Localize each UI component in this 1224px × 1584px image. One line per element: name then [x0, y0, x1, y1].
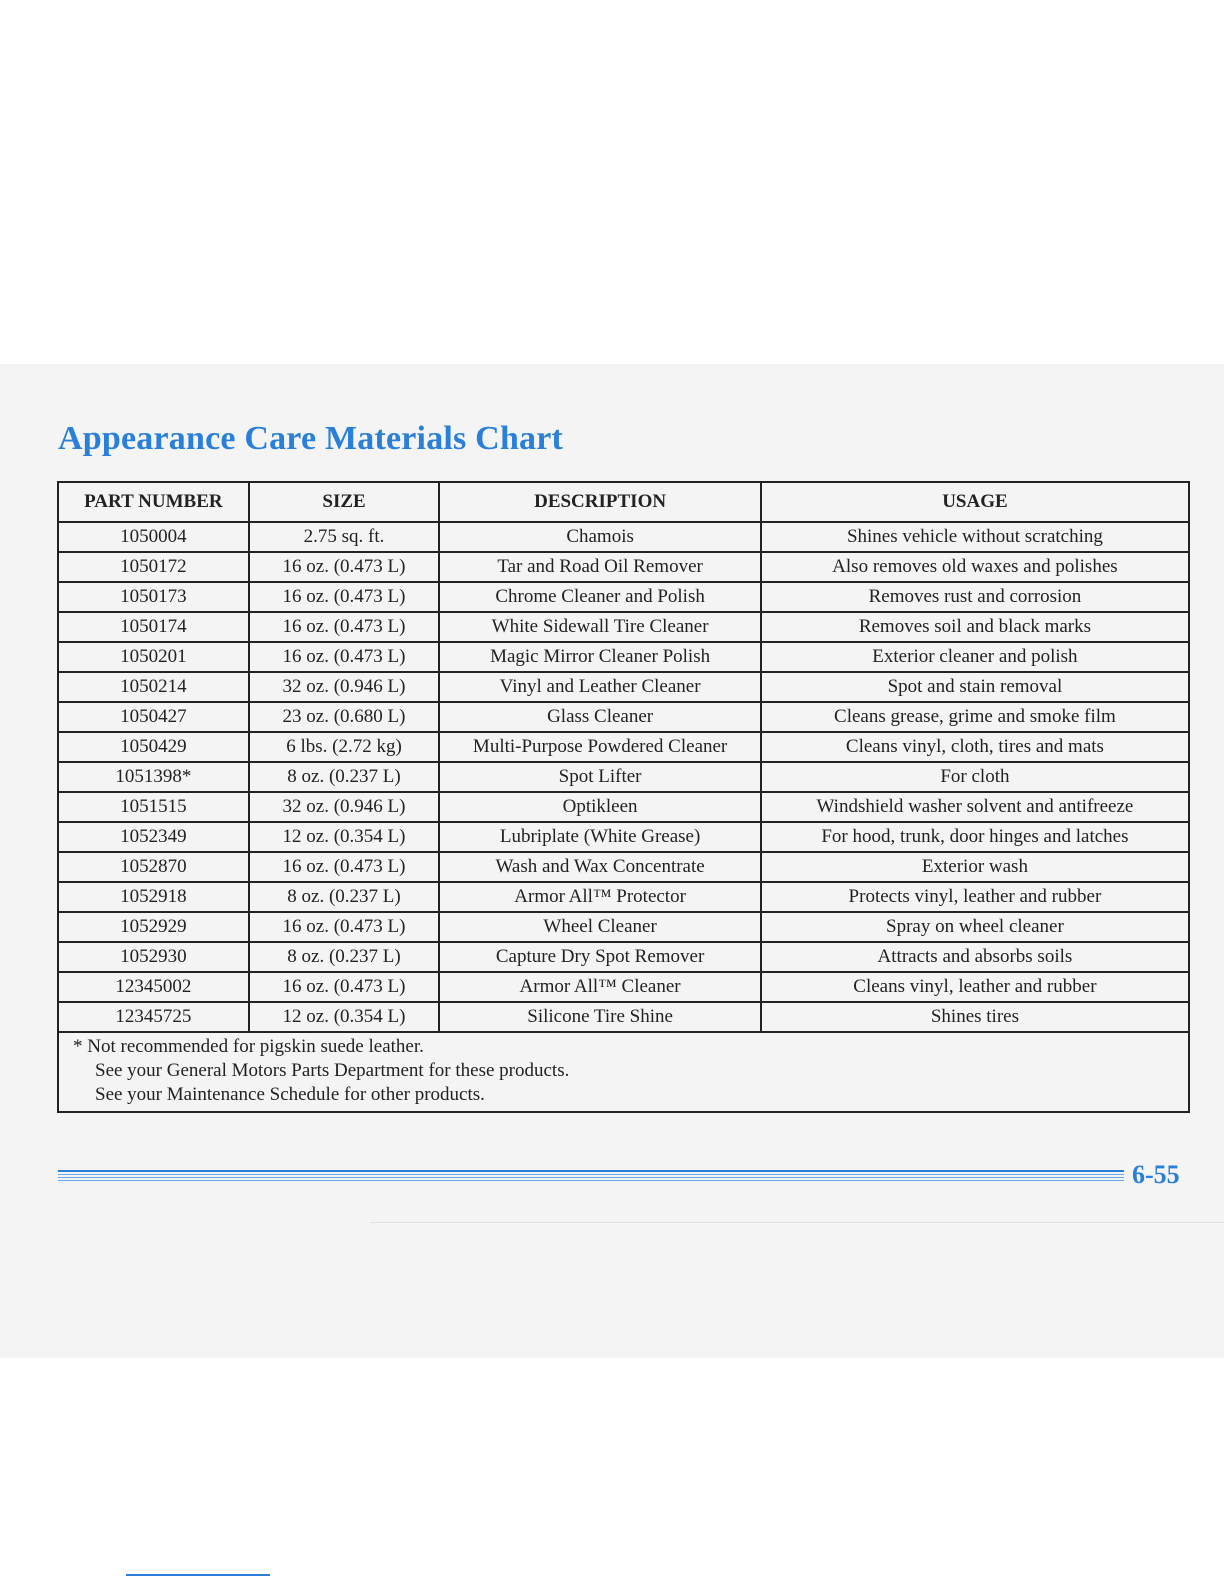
part-number-cell: 1051515 [58, 792, 249, 822]
table-row [58, 1002, 1189, 1032]
part-number-cell: 12345002 [58, 972, 249, 1002]
usage-cell: Shines tires [761, 1002, 1189, 1032]
part-number-cell: 1050172 [58, 552, 249, 582]
part-number-cell: 1050174 [58, 612, 249, 642]
description-cell: Tar and Road Oil Remover [439, 552, 761, 582]
description-cell: White Sidewall Tire Cleaner [439, 612, 761, 642]
part-number-cell: 1052870 [58, 852, 249, 882]
description-cell: Armor All™ Cleaner [439, 972, 761, 1002]
divider [126, 1574, 270, 1576]
table-row [58, 942, 1189, 972]
footer-rule [58, 1177, 1124, 1178]
usage-cell: Also removes old waxes and polishes [761, 552, 1189, 582]
table-row [58, 822, 1189, 852]
size-cell: 6 lbs. (2.72 kg) [249, 732, 440, 762]
description-cell: Lubriplate (White Grease) [439, 822, 761, 852]
description-cell: Magic Mirror Cleaner Polish [439, 642, 761, 672]
table-body [58, 522, 1189, 1032]
part-number-cell: 1051398* [58, 762, 249, 792]
part-number-cell: 1050173 [58, 582, 249, 612]
size-cell: 32 oz. (0.946 L) [249, 672, 440, 702]
table-row [58, 972, 1189, 1002]
table-row [58, 882, 1189, 912]
size-cell: 23 oz. (0.680 L) [249, 702, 440, 732]
usage-cell: Exterior wash [761, 852, 1189, 882]
usage-cell: Shines vehicle without scratching [761, 522, 1189, 552]
page-title: Appearance Care Materials Chart [58, 420, 564, 457]
table-row [58, 762, 1189, 792]
size-cell: 2.75 sq. ft. [249, 522, 440, 552]
description-cell: Vinyl and Leather Cleaner [439, 672, 761, 702]
page-number: 6-55 [1132, 1160, 1180, 1189]
table-row [58, 642, 1189, 672]
part-number-cell: 1052918 [58, 882, 249, 912]
usage-cell: Cleans vinyl, cloth, tires and mats [761, 732, 1189, 762]
description-cell: Glass Cleaner [439, 702, 761, 732]
usage-cell: For cloth [761, 762, 1189, 792]
part-number-cell: 1050201 [58, 642, 249, 672]
table-row [58, 912, 1189, 942]
part-number-cell: 1050214 [58, 672, 249, 702]
usage-cell: Spray on wheel cleaner [761, 912, 1189, 942]
size-cell: 12 oz. (0.354 L) [249, 822, 440, 852]
usage-cell: Attracts and absorbs soils [761, 942, 1189, 972]
table-header-row [58, 482, 1189, 522]
usage-cell: Protects vinyl, leather and rubber [761, 882, 1189, 912]
table-row [58, 522, 1189, 552]
description-cell: Multi-Purpose Powdered Cleaner [439, 732, 761, 762]
description-cell: Optikleen [439, 792, 761, 822]
usage-cell: Cleans grease, grime and smoke film [761, 702, 1189, 732]
table-row [58, 612, 1189, 642]
table-row [58, 732, 1189, 762]
table-notes-row [58, 1032, 1189, 1112]
description-cell: Chamois [439, 522, 761, 552]
size-cell: 8 oz. (0.237 L) [249, 882, 440, 912]
note-asterisk: * Not recommended for pigskin suede leather. [73, 1036, 424, 1057]
footer-rule [58, 1174, 1124, 1175]
materials-table [57, 481, 1190, 1113]
table-notes [58, 1032, 1189, 1112]
footer-rule [58, 1170, 1124, 1172]
note-parts-department: See your General Motors Parts Department for these products. [95, 1060, 570, 1081]
description-cell: Armor All™ Protector [439, 882, 761, 912]
table-row [58, 582, 1189, 612]
description-cell: Wash and Wax Concentrate [439, 852, 761, 882]
size-cell: 16 oz. (0.473 L) [249, 582, 440, 612]
header-description: DESCRIPTION [439, 482, 761, 522]
divider [370, 1222, 1224, 1223]
size-cell: 16 oz. (0.473 L) [249, 552, 440, 582]
size-cell: 16 oz. (0.473 L) [249, 912, 440, 942]
usage-cell: Removes soil and black marks [761, 612, 1189, 642]
description-cell: Chrome Cleaner and Polish [439, 582, 761, 612]
part-number-cell: 1050429 [58, 732, 249, 762]
usage-cell: Exterior cleaner and polish [761, 642, 1189, 672]
table-row [58, 852, 1189, 882]
table-row [58, 552, 1189, 582]
size-cell: 16 oz. (0.473 L) [249, 612, 440, 642]
usage-cell: Cleans vinyl, leather and rubber [761, 972, 1189, 1002]
usage-cell: Removes rust and corrosion [761, 582, 1189, 612]
footer-rule [58, 1180, 1124, 1181]
size-cell: 32 oz. (0.946 L) [249, 792, 440, 822]
description-cell: Spot Lifter [439, 762, 761, 792]
usage-cell: For hood, trunk, door hinges and latches [761, 822, 1189, 852]
part-number-cell: 1052930 [58, 942, 249, 972]
description-cell: Capture Dry Spot Remover [439, 942, 761, 972]
description-cell: Silicone Tire Shine [439, 1002, 761, 1032]
usage-cell: Spot and stain removal [761, 672, 1189, 702]
size-cell: 16 oz. (0.473 L) [249, 972, 440, 1002]
part-number-cell: 1050004 [58, 522, 249, 552]
header-size: SIZE [249, 482, 440, 522]
part-number-cell: 1052349 [58, 822, 249, 852]
size-cell: 16 oz. (0.473 L) [249, 642, 440, 672]
table-row [58, 702, 1189, 732]
part-number-cell: 12345725 [58, 1002, 249, 1032]
size-cell: 8 oz. (0.237 L) [249, 762, 440, 792]
header-usage: USAGE [761, 482, 1189, 522]
note-maintenance-schedule: See your Maintenance Schedule for other products. [95, 1084, 485, 1105]
table-row [58, 672, 1189, 702]
usage-cell: Windshield washer solvent and antifreeze [761, 792, 1189, 822]
header-part-number: PART NUMBER [58, 482, 249, 522]
part-number-cell: 1050427 [58, 702, 249, 732]
description-cell: Wheel Cleaner [439, 912, 761, 942]
size-cell: 16 oz. (0.473 L) [249, 852, 440, 882]
size-cell: 12 oz. (0.354 L) [249, 1002, 440, 1032]
table-row [58, 792, 1189, 822]
part-number-cell: 1052929 [58, 912, 249, 942]
size-cell: 8 oz. (0.237 L) [249, 942, 440, 972]
